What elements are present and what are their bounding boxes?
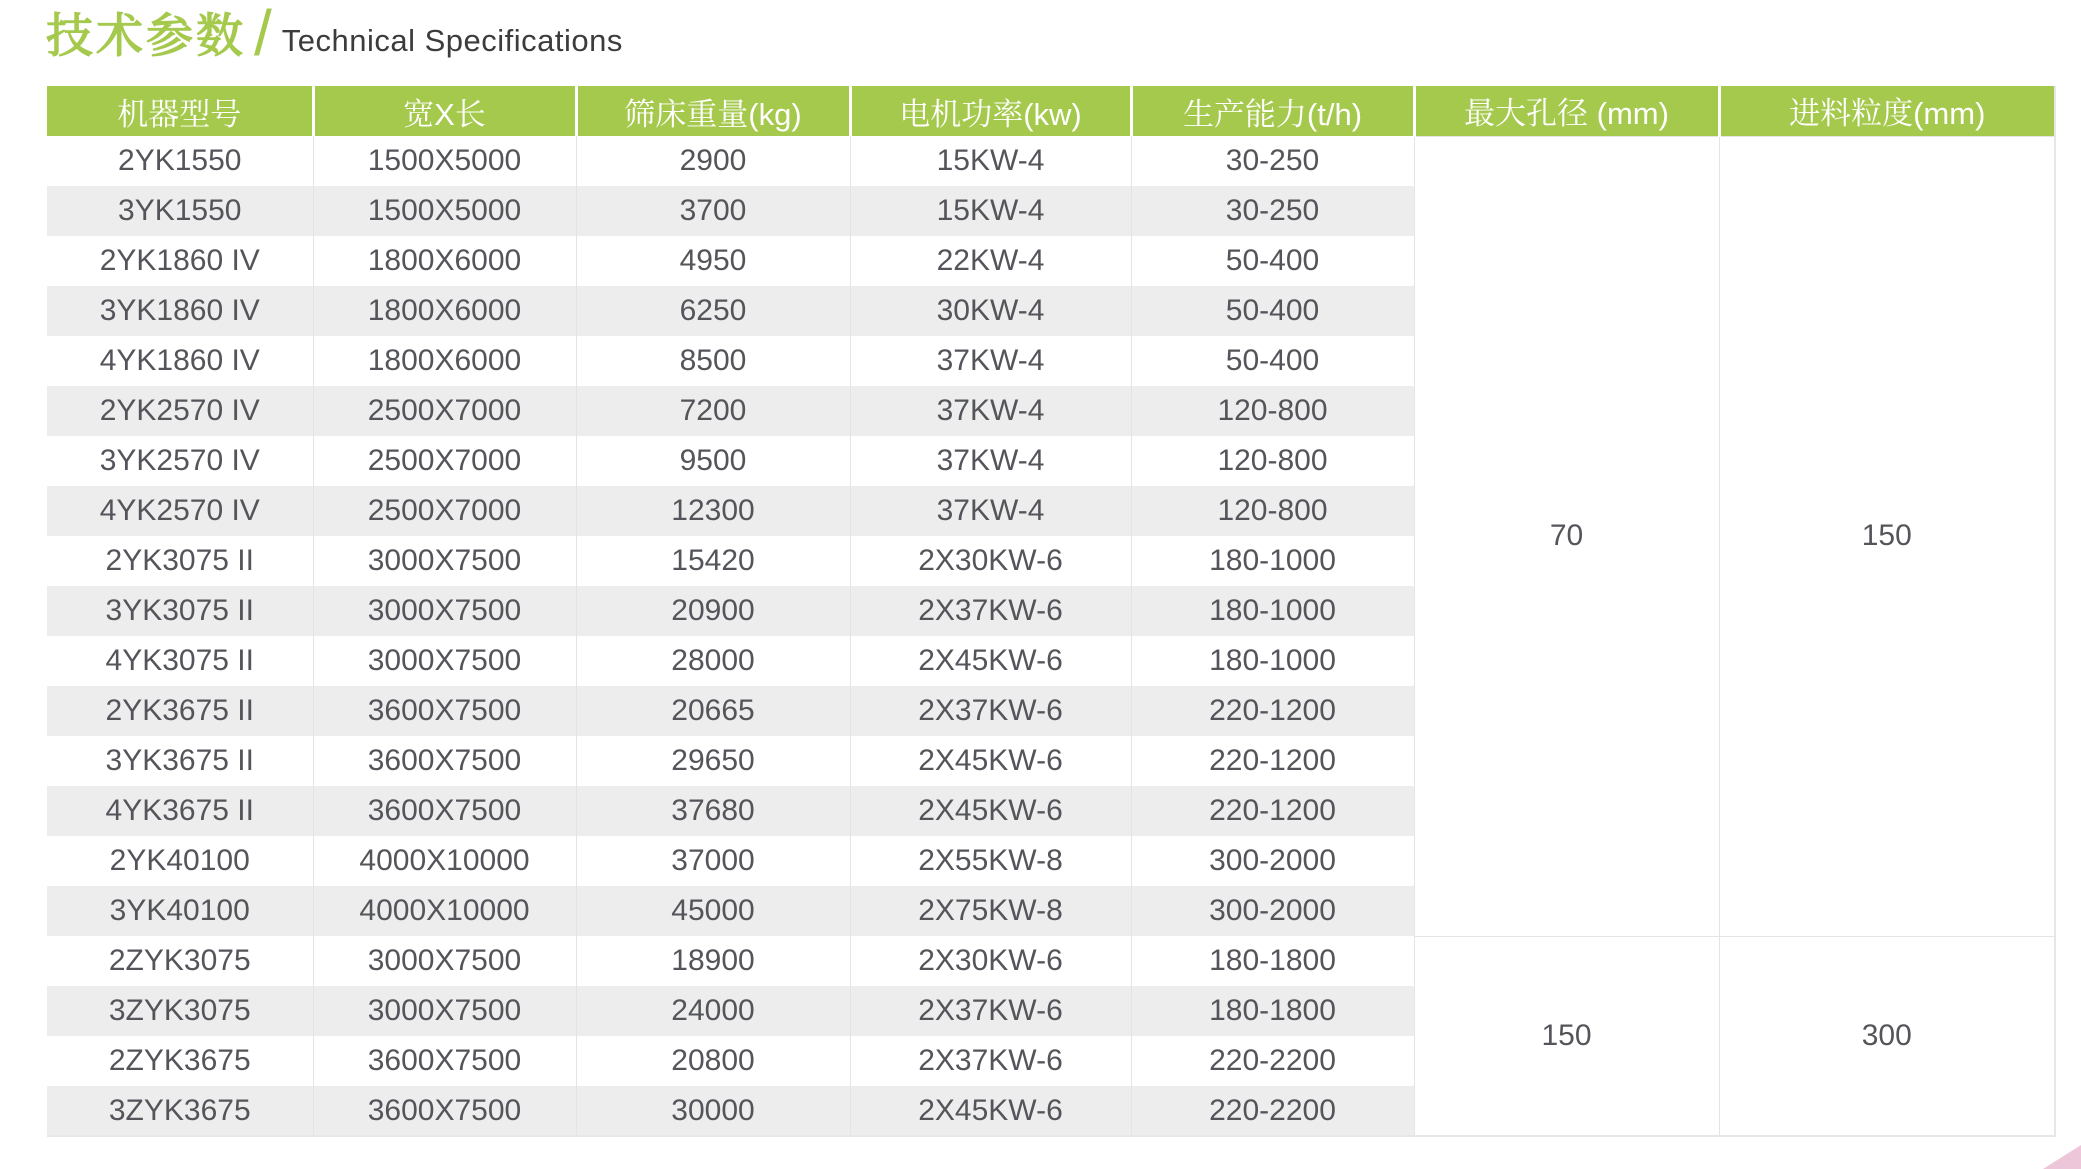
model-cell: 2YK40100 [47,836,313,886]
size-cell: 1800X6000 [313,336,576,386]
capacity-cell: 220-1200 [1131,686,1414,736]
capacity-cell: 120-800 [1131,486,1414,536]
table-header [47,86,2055,136]
size-cell: 3600X7500 [313,736,576,786]
weight-cell: 24000 [576,986,850,1036]
power-cell: 2X30KW-6 [850,936,1131,986]
capacity-cell: 300-2000 [1131,836,1414,886]
model-cell: 2YK1550 [47,136,313,186]
power-cell: 2X37KW-6 [850,686,1131,736]
weight-cell: 12300 [576,486,850,536]
weight-cell: 3700 [576,186,850,236]
weight-cell: 37000 [576,836,850,886]
column-header-0: 机器型号 [47,86,313,136]
model-cell: 2YK1860 IV [47,236,313,286]
column-header-6: 进料粒度(mm) [1719,86,2055,136]
weight-cell: 9500 [576,436,850,486]
power-cell: 2X45KW-6 [850,1086,1131,1136]
page-title-en: Technical Specifications [281,23,623,58]
power-cell: 37KW-4 [850,386,1131,436]
capacity-cell: 180-1000 [1131,536,1414,586]
size-cell: 3600X7500 [313,1036,576,1086]
weight-cell: 2900 [576,136,850,186]
weight-cell: 20665 [576,686,850,736]
power-cell: 37KW-4 [850,336,1131,386]
capacity-cell: 220-2200 [1131,1086,1414,1136]
column-header-2: 筛床重量(kg) [576,86,850,136]
size-cell: 3600X7500 [313,686,576,736]
power-cell: 2X75KW-8 [850,886,1131,936]
power-cell: 2X37KW-6 [850,986,1131,1036]
capacity-cell: 120-800 [1131,386,1414,436]
power-cell: 2X37KW-6 [850,1036,1131,1086]
spec-row-16 [47,936,2055,986]
weight-cell: 28000 [576,636,850,686]
size-cell: 1500X5000 [313,186,576,236]
technical-specifications-table [47,86,2056,1137]
spec-row-0 [47,136,2055,186]
size-cell: 2500X7000 [313,386,576,436]
size-cell: 3000X7500 [313,586,576,636]
max-aperture-merged-cell: 150 [1414,936,1719,1136]
model-cell: 3YK40100 [47,886,313,936]
power-cell: 15KW-4 [850,136,1131,186]
feed-size-merged-cell: 300 [1719,936,2055,1136]
power-cell: 2X55KW-8 [850,836,1131,886]
capacity-cell: 180-1800 [1131,986,1414,1036]
capacity-cell: 30-250 [1131,186,1414,236]
size-cell: 3000X7500 [313,986,576,1036]
model-cell: 4YK3075 II [47,636,313,686]
model-cell: 2YK2570 IV [47,386,313,436]
size-cell: 3000X7500 [313,636,576,686]
model-cell: 3YK2570 IV [47,436,313,486]
capacity-cell: 220-1200 [1131,736,1414,786]
power-cell: 2X45KW-6 [850,736,1131,786]
model-cell: 4YK1860 IV [47,336,313,386]
model-cell: 3YK3675 II [47,736,313,786]
size-cell: 4000X10000 [313,886,576,936]
power-cell: 37KW-4 [850,436,1131,486]
model-cell: 2ZYK3675 [47,1036,313,1086]
column-header-5: 最大孔径 (mm) [1414,86,1719,136]
size-cell: 3600X7500 [313,786,576,836]
size-cell: 4000X10000 [313,836,576,886]
model-cell: 2YK3075 II [47,536,313,586]
weight-cell: 45000 [576,886,850,936]
power-cell: 2X45KW-6 [850,636,1131,686]
feed-size-merged-cell: 150 [1719,136,2055,936]
capacity-cell: 180-1000 [1131,636,1414,686]
capacity-cell: 300-2000 [1131,886,1414,936]
model-cell: 3ZYK3675 [47,1086,313,1136]
weight-cell: 8500 [576,336,850,386]
column-header-1: 宽X长 [313,86,576,136]
model-cell: 3YK1550 [47,186,313,236]
capacity-cell: 220-1200 [1131,786,1414,836]
size-cell: 2500X7000 [313,436,576,486]
model-cell: 3YK1860 IV [47,286,313,336]
capacity-cell: 180-1800 [1131,936,1414,986]
column-header-4: 生产能力(t/h) [1131,86,1414,136]
weight-cell: 4950 [576,236,850,286]
max-aperture-merged-cell: 70 [1414,136,1719,936]
table-body [47,136,2055,1136]
capacity-cell: 180-1000 [1131,586,1414,636]
capacity-cell: 50-400 [1131,236,1414,286]
weight-cell: 37680 [576,786,850,836]
weight-cell: 30000 [576,1086,850,1136]
weight-cell: 15420 [576,536,850,586]
power-cell: 2X37KW-6 [850,586,1131,636]
weight-cell: 20900 [576,586,850,636]
title-slash-divider: / [254,0,272,70]
model-cell: 3YK3075 II [47,586,313,636]
size-cell: 3000X7500 [313,536,576,586]
weight-cell: 7200 [576,386,850,436]
size-cell: 1800X6000 [313,286,576,336]
model-cell: 2ZYK3075 [47,936,313,986]
corner-decoration [2043,1145,2081,1169]
power-cell: 15KW-4 [850,186,1131,236]
weight-cell: 18900 [576,936,850,986]
power-cell: 2X45KW-6 [850,786,1131,836]
size-cell: 3000X7500 [313,936,576,986]
power-cell: 37KW-4 [850,486,1131,536]
capacity-cell: 50-400 [1131,336,1414,386]
power-cell: 30KW-4 [850,286,1131,336]
column-header-3: 电机功率(kw) [850,86,1131,136]
model-cell: 4YK3675 II [47,786,313,836]
page-title-zh: 技术参数 [46,8,246,62]
page-title [46,2,623,68]
power-cell: 2X30KW-6 [850,536,1131,586]
weight-cell: 20800 [576,1036,850,1086]
capacity-cell: 120-800 [1131,436,1414,486]
capacity-cell: 30-250 [1131,136,1414,186]
size-cell: 3600X7500 [313,1086,576,1136]
header-row [47,86,2055,136]
model-cell: 3ZYK3075 [47,986,313,1036]
capacity-cell: 220-2200 [1131,1036,1414,1086]
size-cell: 1800X6000 [313,236,576,286]
capacity-cell: 50-400 [1131,286,1414,336]
size-cell: 2500X7000 [313,486,576,536]
weight-cell: 29650 [576,736,850,786]
weight-cell: 6250 [576,286,850,336]
size-cell: 1500X5000 [313,136,576,186]
model-cell: 4YK2570 IV [47,486,313,536]
model-cell: 2YK3675 II [47,686,313,736]
power-cell: 22KW-4 [850,236,1131,286]
